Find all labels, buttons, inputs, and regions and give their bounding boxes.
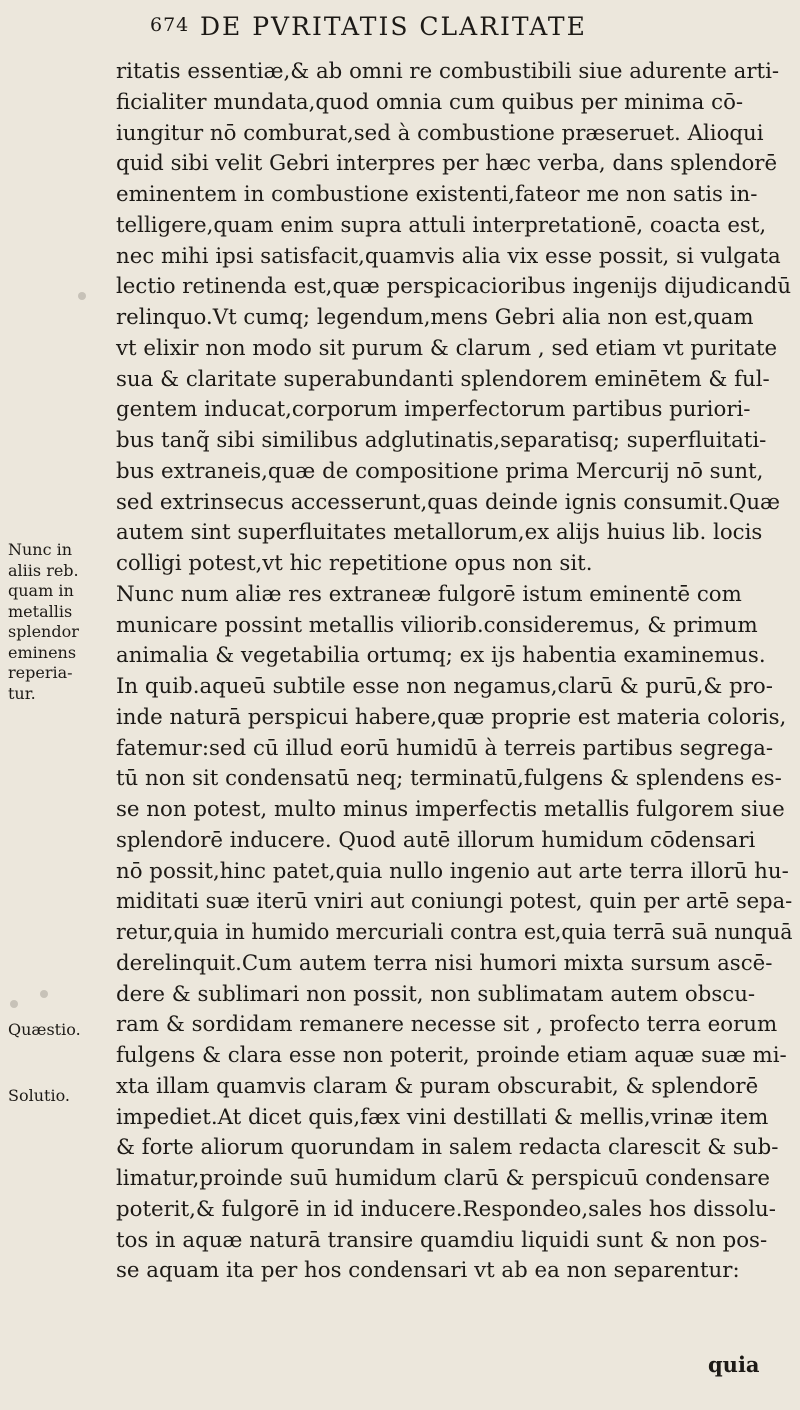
text-line: telligere,quam enim supra attuli interpretationē, coacta est, [116,212,767,238]
text-line: impediet.At dicet quis,fæx vini destillati & mellis,vrinæ item [116,1104,769,1130]
catchword: quia [708,1352,760,1377]
text-line: se aquam ita per hos condensari vt ab ea non separentur: [116,1258,740,1284]
text-line: splendorē inducere. Quod autē illorum humidum cōdensari [116,827,756,853]
ink-speck [10,1000,18,1008]
text-line: bus extraneis,quæ de compositione prima Mercurij nō sunt, [116,458,764,484]
text-line: ritatis essentiæ,& ab omni re combustibili siue adurente arti- [116,59,780,84]
margin-note-line: splendor [8,622,79,641]
text-line: derelinquit.Cum autem terra nisi humori mixta sursum ascē- [116,950,773,976]
margin-note-solutio: Solutio. [8,1086,70,1105]
margin-note-nunc [8,540,104,704]
text-line: relinquo.Vt cumq; legendum,mens Gebri alia non est,quam [116,305,754,330]
text-line: ficialiter mundata,quod omnia cum quibus per minima cō- [116,89,744,115]
text-line: dere & sublimari non possit, non sublimatam autem obscu- [116,981,756,1007]
ink-speck [78,292,86,300]
running-title: DE PVRITATIS CLARITATE [200,12,587,41]
text-line: quid sibi velit Gebri interpres per hæc verba, dans splendorē [116,151,778,177]
margin-note-line: metallis [8,601,73,621]
text-line: fulgens & clara esse non poterit, proinde etiam aquæ suæ mi- [116,1043,787,1068]
text-line: & forte aliorum quorundam in salem redacta clarescit & sub- [116,1135,779,1161]
text-line: sua & claritate superabundanti splendorem eminētem & ful- [116,366,770,392]
text-line: poterit,& fulgorē in id inducere.Respondeo,sales hos dissolu- [116,1196,776,1222]
text-line: sed extrinsecus accesserunt,quas deinde ignis consumit.Quæ [116,489,781,515]
text-line: iungitur nō comburat,sed à combustione præseruet. Alioqui [116,120,764,146]
text-line: gentem inducat,corporum imperfectorum partibus puriori- [116,397,751,423]
text-line: eminentem in combustione existenti,fateor me non satis in- [116,182,758,207]
text-line: vt elixir non modo sit purum & clarum , sed etiam vt puritate [116,335,778,361]
text-line: tū non sit condensatū neq; terminatū,fulgens & splendens es- [116,766,782,792]
text-line: animalia & vegetabilia ortumq; ex ijs habentia examinemus. [116,643,766,669]
main-text [116,57,792,1287]
text-line: bus tanq̃ sibi similibus adglutinatis,separatisq; superfluitati- [116,428,767,453]
text-line: colligi potest,vt hic repetitione opus non sit. [116,551,593,576]
text-line: miditati suæ iterū vniri aut coniungi potest, quin per artē sepa- [116,889,793,915]
text-line: ram & sordidam remanere necesse sit , profecto terra eorum [116,1012,778,1038]
ink-speck [40,990,48,998]
text-line: In quib.aqueū subtile esse non negamus,clarū & purū,& pro- [116,674,773,699]
text-line: municare possint metallis viliorib.consideremus, & primum [116,612,758,638]
page-number: 674 [150,14,190,36]
text-line: inde naturā perspicui habere,quæ proprie est materia coloris, [116,704,787,730]
text-line: fatemur:sed cū illud eorū humidū à terreis partibus segrega- [116,735,774,761]
text-line: autem sint superfluitates metallorum,ex alijs huius lib. locis [116,520,763,546]
margin-note-line: quam in [8,581,74,600]
margin-note-line: tur. [8,683,36,703]
margin-note-line: aliis reb. [8,560,79,580]
text-line: retur,quia in humido mercuriali contra est,quia terrā suā nunquā [116,920,793,945]
text-line: lectio retinenda est,quæ perspicacioribus ingenijs dijudicandū [116,274,792,300]
text-line: se non potest, multo minus imperfectis metallis fulgorem siue [116,797,785,822]
margin-note-line: eminens [8,642,77,662]
text-line: nō possit,hinc patet,quia nullo ingenio aut arte terra illorū hu- [116,858,789,884]
margin-note-line: reperia- [8,663,73,682]
page-header [150,10,790,46]
margin-note-quaestio: Quæstio. [8,1020,81,1039]
text-line: Nunc num aliæ res extraneæ fulgorē istum eminentē com [116,581,742,607]
text-line: limatur,proinde suū humidum clarū & perspicuū condensare [116,1166,771,1191]
text-line: xta illam quamvis claram & puram obscurabit, & splendorē [116,1073,759,1099]
text-line: nec mihi ipsi satisfacit,quamvis alia vix esse possit, si vulgata [116,243,781,269]
text-line: tos in aquæ naturā transire quamdiu liquidi sunt & non pos- [116,1227,768,1253]
margin-note-line: Nunc in [8,540,73,559]
